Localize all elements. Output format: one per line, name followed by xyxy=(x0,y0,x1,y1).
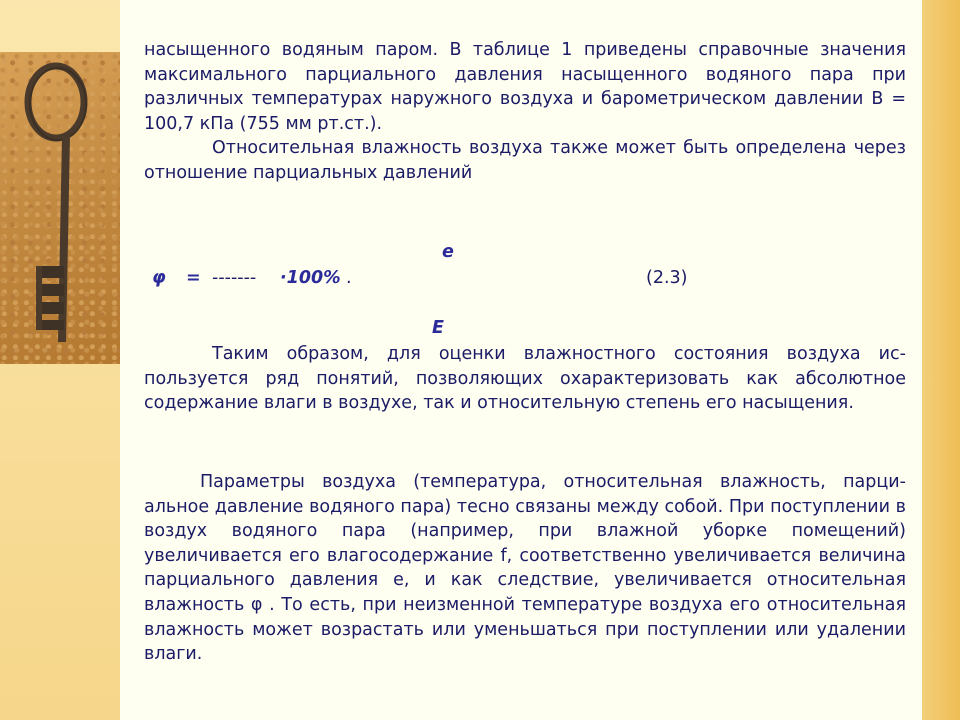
formula-numerator: e xyxy=(442,242,454,262)
formula-fraction-line: ------- xyxy=(212,268,257,288)
text-block-middle xyxy=(144,342,906,416)
formula-denominator: E xyxy=(432,318,444,338)
paragraph-air-parameters: Параметры воздуха (температура, относительная влажность, парциальное давление водяного пара) тесно связаны между собой. При поступлении в воздух водяного пара (например, при влажной уборке помещений) увеличивается его влагосодержание f, соответственно увеличивается величина парциального давления e, и как следствие, увеличивается относительная влажность φ . То есть, при неизменной температуре воздуха его относительная влажность может возрастать или уменьшаться при поступлении или удалении влаги. xyxy=(144,472,906,665)
text-block-bottom xyxy=(144,470,906,667)
paragraph-relative-humidity: Относительная влажность воздуха также может быть определена через отношение парциальных давлений xyxy=(144,138,906,183)
text-block-top xyxy=(144,38,906,186)
formula-multiplier: ·100% xyxy=(280,268,341,288)
formula-number: (2.3) xyxy=(646,268,688,288)
paragraph-humidity-concepts: Таким образом, для оценки влажностного состояния воздуха используется ряд понятий, позволяющих охарактеризовать как абсолютное содержание влаги в воздухе, так и относительную степень его насыщения. xyxy=(144,344,906,414)
formula-period: . xyxy=(346,268,352,288)
right-decor-band xyxy=(922,0,960,720)
formula-2-3 xyxy=(120,242,922,342)
old-key-photo xyxy=(0,52,120,364)
paragraph-table-reference: насыщенного водяным паром. В таблице 1 приведены справочные значения максимального парциального давления насыщенного водяного пара при различных температурах наружного воздуха и барометрическом давлении B = 100,7 кПа (755 мм рт.ст.). xyxy=(144,40,906,134)
formula-equals: = xyxy=(186,268,201,288)
document-page xyxy=(120,0,922,720)
formula-phi: φ xyxy=(152,268,166,288)
